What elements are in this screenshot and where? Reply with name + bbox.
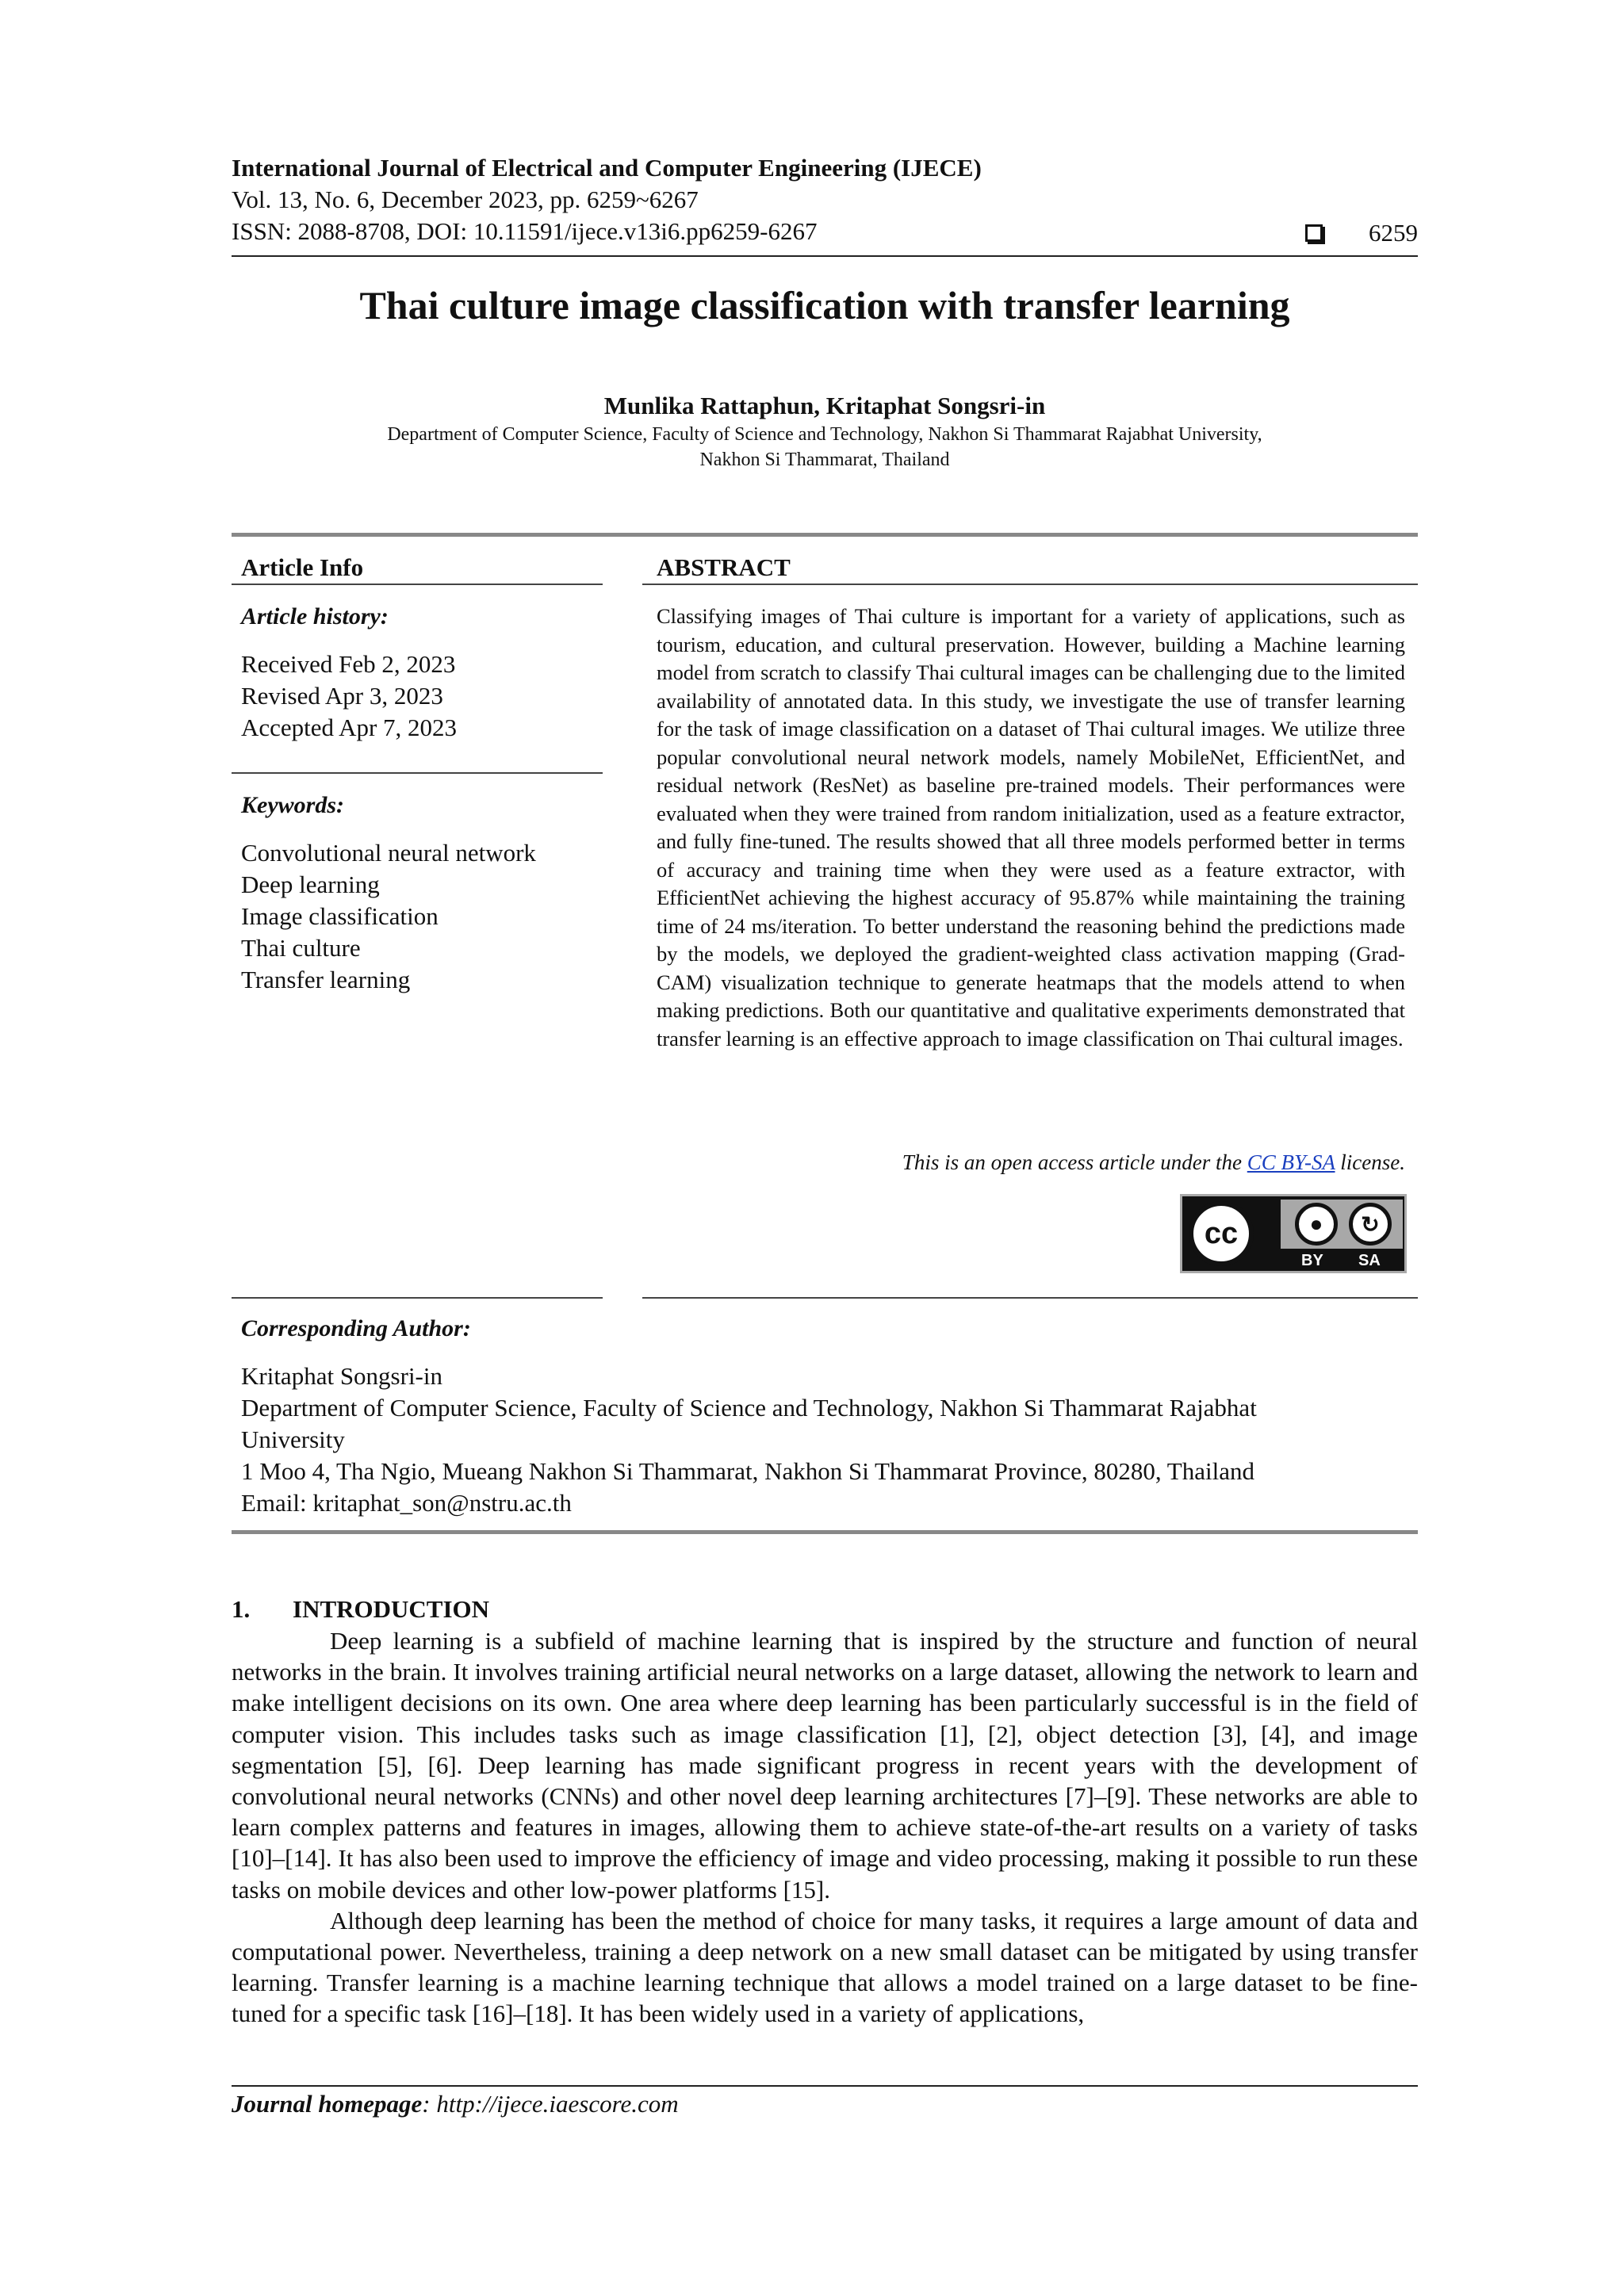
cc-by-sa-badge[interactable] (1180, 1194, 1407, 1273)
keyword: Thai culture (241, 934, 361, 962)
cc-icon: cc (1189, 1201, 1254, 1266)
body-paragraph (232, 1625, 1418, 2030)
share-alike-icon: ↻ (1349, 1203, 1392, 1246)
intro-paragraph-1: Deep learning is a subfield of machine learning that is inspired by the structure and function of neural networks in the brain. It involves training artificial neural networks on a large dataset, allowing the network to learn and make intelligent decisions on its own. One area where deep learning has been particularly successful is in the field of computer vision. This includes tasks such as image classification [1], [2], object detection [3], [4], and image segmentation [5], [6]. Deep learning has made significant progress in recent years with the development of convolutional neural networks (CNNs) and other novel deep learning architectures [7]–[9]. These networks are able to learn complex patterns and features in images, allowing them to achieve state-of-the-art results on a variety of tasks [10]–[14]. It has also been used to improve the efficiency of image and video processing, making it possible to run these tasks on mobile devices and other low-power platforms [15]. (232, 1627, 1418, 1904)
introduction-heading (232, 1594, 489, 1625)
footer-url[interactable]: : http://ijece.iaescore.com (422, 2090, 679, 2118)
section-number: 1. (232, 1595, 251, 1623)
badge-by-label: BY (1301, 1252, 1323, 1269)
corresponding-dept-2: University (241, 1425, 345, 1453)
keywords-list (241, 837, 536, 996)
section-bottom-rule (232, 1530, 1418, 1534)
corresponding-address: 1 Moo 4, Tha Ngio, Mueang Nakhon Si Thammarat, Nakhon Si Thammarat Province, 80280, Thailand (241, 1457, 1254, 1485)
license-suffix: license. (1335, 1150, 1405, 1174)
license-statement (902, 1148, 1405, 1177)
abstract-bottom-rule (642, 1297, 1418, 1299)
journal-name: International Journal of Electrical and Computer Engineering (IJECE) (232, 154, 982, 182)
history-accepted: Accepted Apr 7, 2023 (241, 714, 458, 741)
square-bullet-icon (1305, 224, 1323, 242)
history-heading: Article history: (241, 603, 389, 629)
paper-title: Thai culture image classification with transfer learning (359, 283, 1290, 327)
footer-rule (232, 2085, 1418, 2087)
history-received: Received Feb 2, 2023 (241, 650, 456, 678)
page-number-group (1305, 219, 1418, 247)
history-revised: Revised Apr 3, 2023 (241, 682, 443, 710)
keywords-rule (232, 772, 603, 774)
info-bottom-rule (232, 1297, 603, 1299)
section-top-rule (232, 533, 1418, 537)
history-list (241, 649, 457, 744)
article-info-rule (232, 584, 603, 585)
attribution-icon: ● (1295, 1203, 1338, 1246)
badge-sa-label: SA (1358, 1252, 1381, 1269)
keyword: Convolutional neural network (241, 839, 536, 867)
issn-doi: ISSN: 2088-8708, DOI: 10.11591/ijece.v13i6.pp6259-6267 (232, 217, 818, 245)
section-title: INTRODUCTION (293, 1595, 490, 1623)
intro-paragraph-2: Although deep learning has been the method of choice for many tasks, it requires a large amount of data and computational power. Nevertheless, training a deep network on a new small dataset can be mitigated by using transfer learning. Transfer learning is a machine learning technique that allows a model trained on a large dataset to be fine-tuned for a specific task [16]–[18]. It has been widely used in a variety of applications, (232, 1906, 1418, 2028)
keyword: Transfer learning (241, 966, 411, 993)
header-rule (232, 255, 1418, 257)
license-prefix: This is an open access article under the (902, 1150, 1247, 1174)
corresponding-dept-1: Department of Computer Science, Faculty of Science and Technology, Nakhon Si Thammarat Rajabhat (241, 1394, 1257, 1422)
authors: Munlika Rattaphun, Kritaphat Songsri-in (603, 392, 1046, 419)
keyword: Image classification (241, 902, 439, 930)
footer (232, 2088, 679, 2120)
license-link[interactable]: CC BY-SA (1247, 1150, 1335, 1174)
keywords-heading: Keywords: (241, 792, 344, 818)
page-number: 6259 (1369, 219, 1418, 247)
footer-label: Journal homepage (232, 2090, 423, 2118)
corresponding-name: Kritaphat Songsri-in (241, 1362, 442, 1390)
corresponding-email: Email: kritaphat_son@nstru.ac.th (241, 1489, 572, 1517)
affiliation-line-1: Department of Computer Science, Faculty of Science and Technology, Nakhon Si Thammarat Rajabhat University, (387, 424, 1262, 445)
corresponding-heading: Corresponding Author: (241, 1315, 471, 1341)
keyword: Deep learning (241, 871, 380, 898)
article-info-heading: Article Info (241, 553, 364, 581)
affiliation-line-2: Nakhon Si Thammarat, Thailand (699, 450, 950, 470)
volume-info: Vol. 13, No. 6, December 2023, pp. 6259~6267 (232, 186, 699, 213)
abstract-heading: ABSTRACT (657, 553, 791, 581)
affiliation (232, 422, 1418, 473)
abstract-text: Classifying images of Thai culture is important for a variety of applications, such as tourism, education, and cultural preservation. However, building a Machine learning model from scratch to classify Thai cultural images can be challenging due to the limited availability of annotated data. In this study, we investigate the use of transfer learning for the task of image classification on a dataset of Thai cultural images. We utilize three popular convolutional neural network models, namely MobileNet, EfficientNet, and residual network (ResNet) as baseline pre-trained models. Their performances were evaluated when they were trained from random initialization, used as a feature extractor, and fully fine-tuned. The results showed that all three models performed better in terms of accuracy and training time when they were used as a feature extractor, with EfficientNet achieving the highest accuracy of 95.87% while maintaining the training time of 24 ms/iteration. To better understand the reasoning behind the predictions made by the models, we deployed the gradient-weighted class activation mapping (Grad-CAM) visualization technique to generate heatmaps that the models attend to when making predictions. Both our quantitative and qualitative experiments demonstrated that transfer learning is an effective approach to image classification on Thai cultural images. (657, 604, 1405, 1050)
abstract-rule (642, 584, 1418, 585)
